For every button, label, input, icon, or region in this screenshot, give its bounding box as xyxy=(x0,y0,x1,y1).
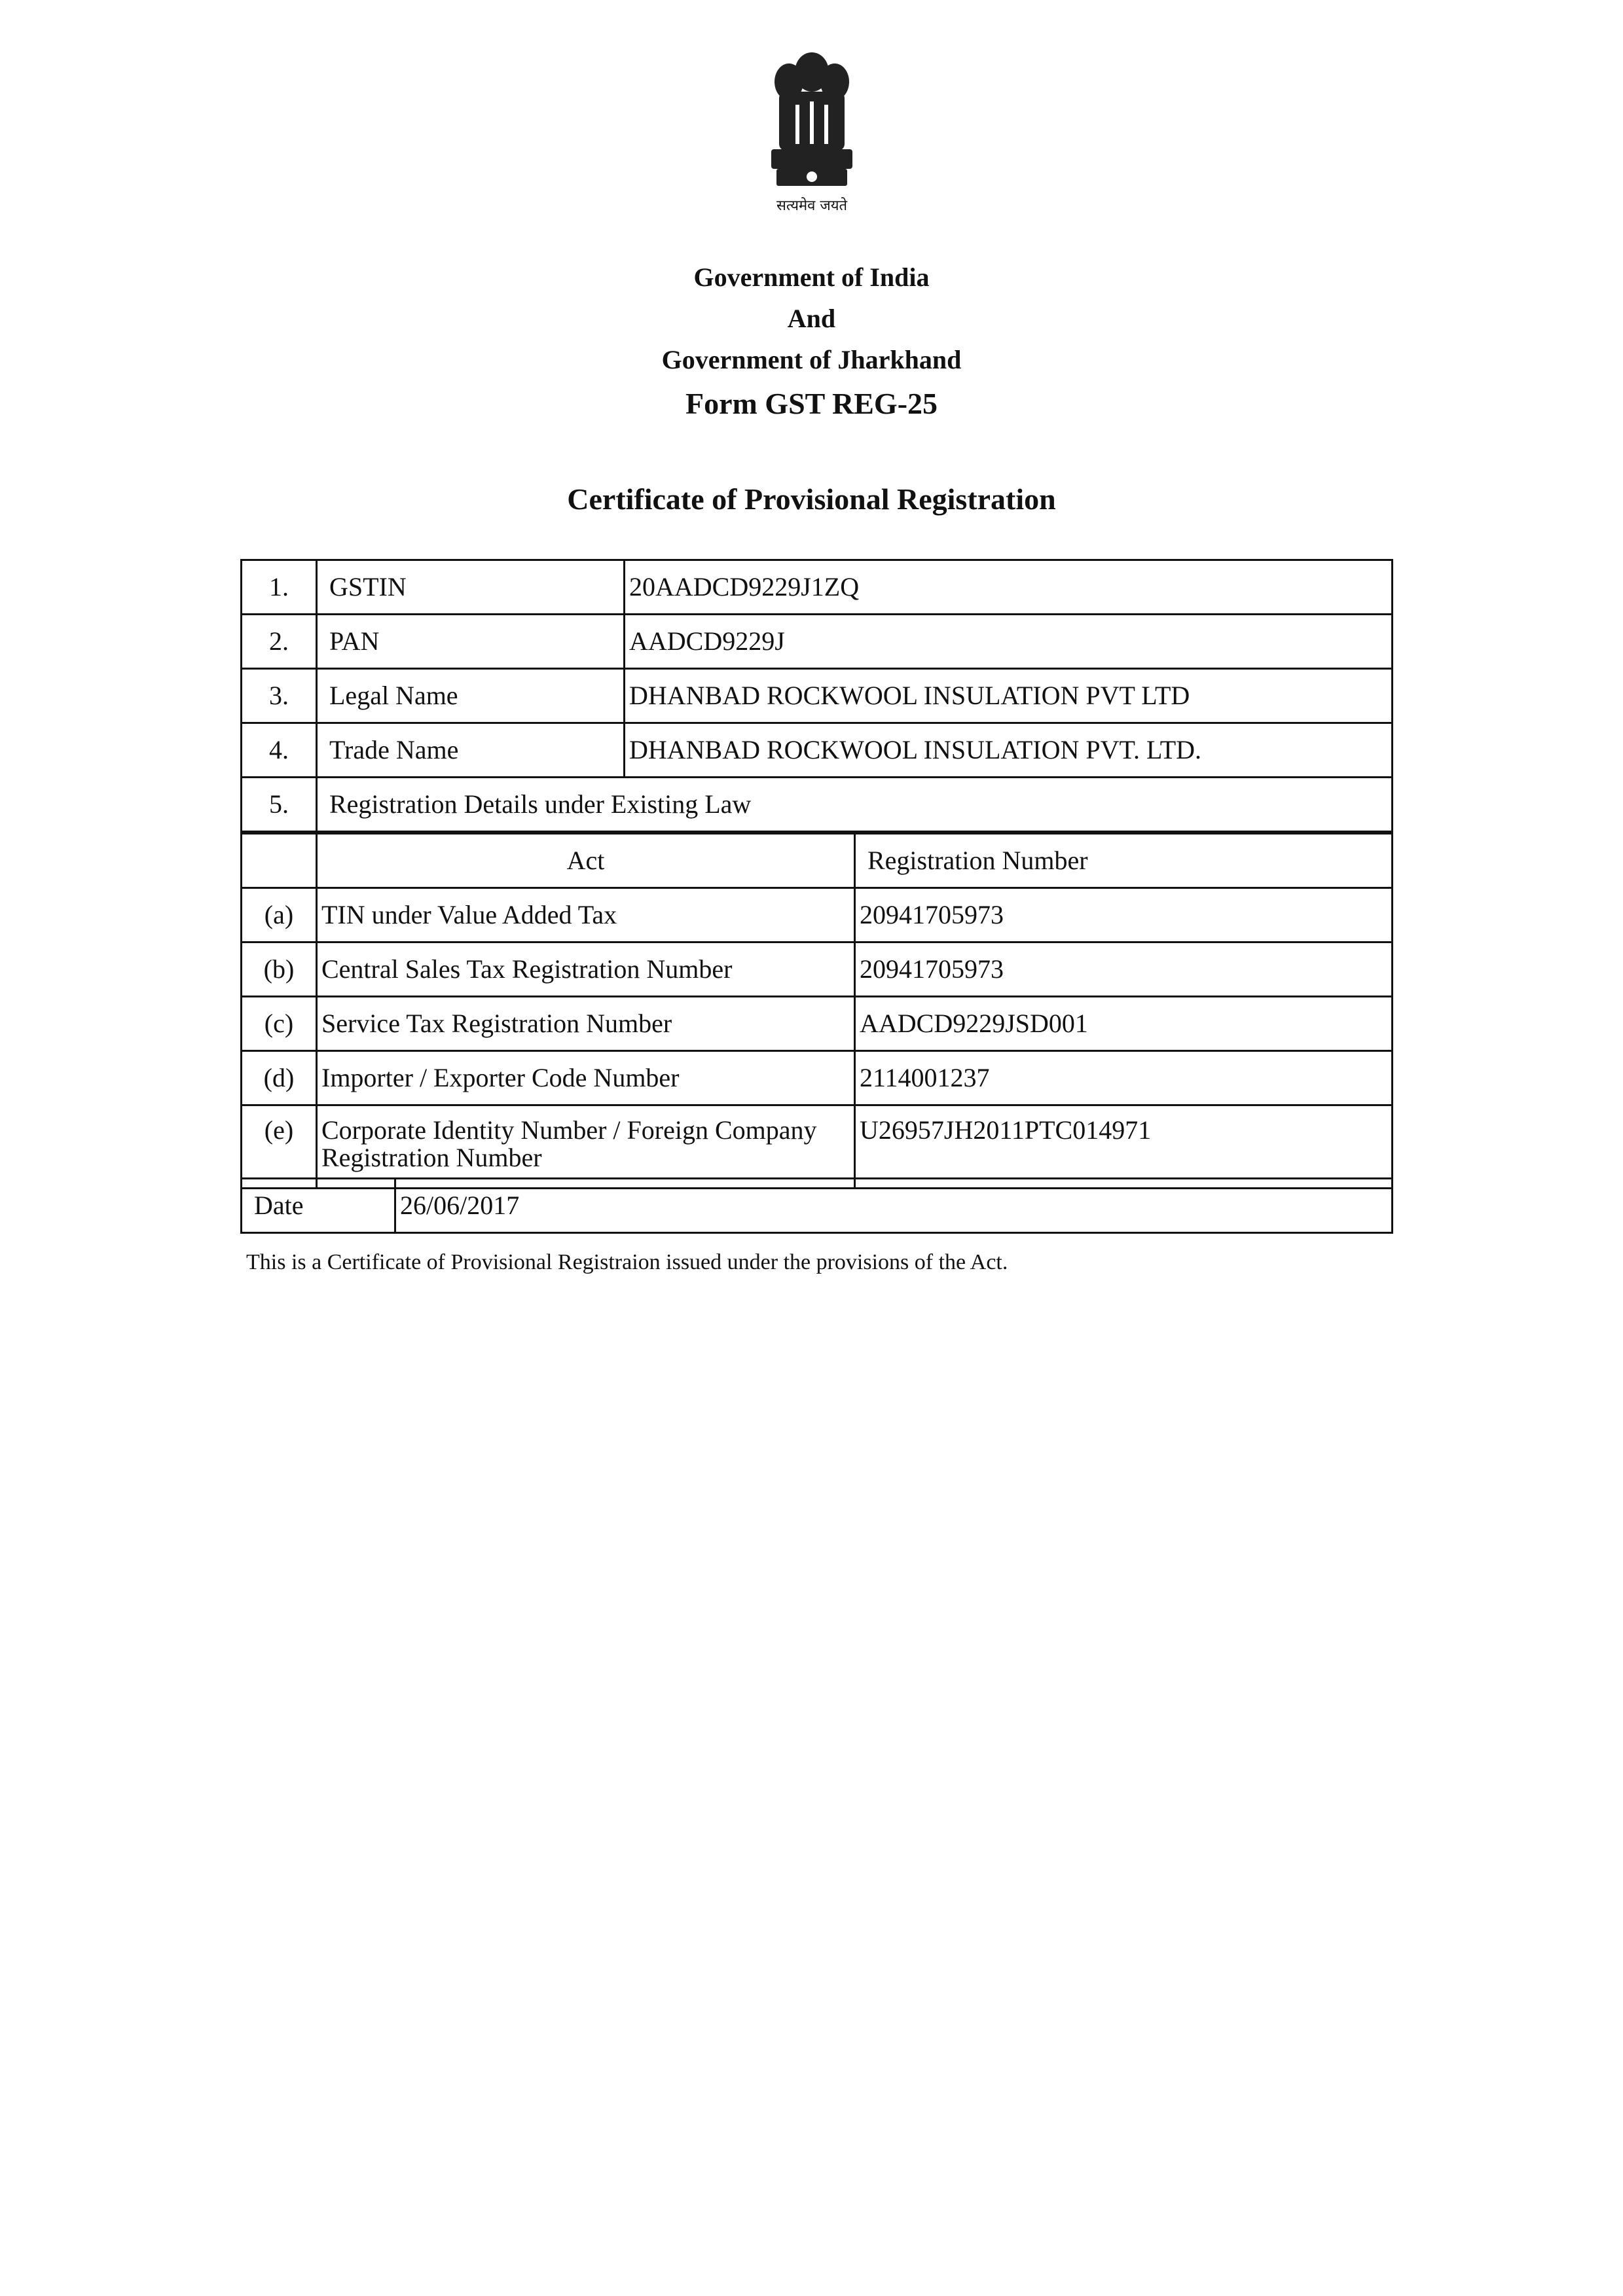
legal-name-value: DHANBAD ROCKWOOL INSULATION PVT LTD xyxy=(625,669,1393,723)
row-index: (e) xyxy=(242,1105,317,1189)
certificate-title: Certificate of Provisional Registration xyxy=(567,482,1056,516)
act-name: Corporate Identity Number / Foreign Company Registration Number xyxy=(317,1105,855,1189)
row-number: 5. xyxy=(242,778,317,832)
act-name: Central Sales Tax Registration Number xyxy=(317,942,855,997)
table-row xyxy=(242,997,1393,1051)
table-row xyxy=(242,1105,1393,1189)
gstin-value: 20AADCD9229J1ZQ xyxy=(625,560,1393,615)
form-number: Form GST REG-25 xyxy=(685,387,938,420)
table-header-row xyxy=(242,834,1393,888)
table-row xyxy=(242,615,1393,669)
registration-number: 20941705973 xyxy=(855,942,1393,997)
trade-name-value: DHANBAD ROCKWOOL INSULATION PVT. LTD. xyxy=(625,723,1393,778)
table-row xyxy=(242,1179,1393,1233)
column-header-act: Act xyxy=(317,834,855,888)
row-index: (d) xyxy=(242,1051,317,1105)
registration-details-table xyxy=(240,559,1393,833)
row-number: 1. xyxy=(242,560,317,615)
certificate-footnote: This is a Certificate of Provisional Registraion issued under the provisions of the Act. xyxy=(246,1250,1008,1274)
existing-law-table xyxy=(240,833,1393,1189)
date-label: Date xyxy=(242,1179,395,1233)
emblem-motto: सत्यमेव जयते xyxy=(776,198,848,214)
act-name: Service Tax Registration Number xyxy=(317,997,855,1051)
date-table xyxy=(240,1177,1393,1234)
registration-number: 20941705973 xyxy=(855,888,1393,942)
pan-value: AADCD9229J xyxy=(625,615,1393,669)
table-row xyxy=(242,560,1393,615)
detail-label: PAN xyxy=(317,615,625,669)
existing-law-heading: Registration Details under Existing Law xyxy=(317,778,1393,832)
heading-government-of-state: Government of Jharkhand xyxy=(661,345,962,374)
detail-label: GSTIN xyxy=(317,560,625,615)
detail-label: Legal Name xyxy=(317,669,625,723)
detail-label: Trade Name xyxy=(317,723,625,778)
row-number: 4. xyxy=(242,723,317,778)
column-header-registration-number: Registration Number xyxy=(855,834,1393,888)
date-value: 26/06/2017 xyxy=(395,1179,1393,1233)
row-number: 2. xyxy=(242,615,317,669)
table-row xyxy=(242,1051,1393,1105)
act-name: Importer / Exporter Code Number xyxy=(317,1051,855,1105)
empty-cell xyxy=(242,834,317,888)
table-row xyxy=(242,888,1393,942)
row-index: (b) xyxy=(242,942,317,997)
row-number: 3. xyxy=(242,669,317,723)
act-name: TIN under Value Added Tax xyxy=(317,888,855,942)
registration-number: AADCD9229JSD001 xyxy=(855,997,1393,1051)
table-row xyxy=(242,723,1393,778)
row-index: (c) xyxy=(242,997,317,1051)
heading-government-of-india: Government of India xyxy=(693,262,930,292)
row-index: (a) xyxy=(242,888,317,942)
registration-number: U26957JH2011PTC014971 xyxy=(855,1105,1393,1189)
table-row xyxy=(242,669,1393,723)
table-row xyxy=(242,778,1393,832)
table-row xyxy=(242,942,1393,997)
heading-and: And xyxy=(787,304,836,333)
registration-number: 2114001237 xyxy=(855,1051,1393,1105)
